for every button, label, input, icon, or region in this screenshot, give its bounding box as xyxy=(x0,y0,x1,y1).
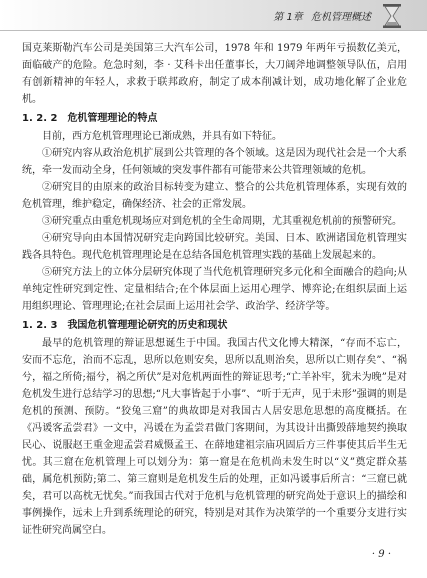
hourglass-icon xyxy=(381,3,403,29)
paragraph: 目前，西方危机管理理论已渐成熟，并具有如下特征。 xyxy=(42,131,282,142)
running-header xyxy=(268,8,371,23)
paragraph: ③研究重点由重危机现场应对到危机的全生命周期，尤其重视危机前的预警研究。 xyxy=(42,216,402,227)
page-header xyxy=(0,0,427,31)
paragraph: 最早的危机管理的辩证思想诞生于中国。我国古代文化博大精深，“存而不忘亡，安而不忘危，治而不忘乱，思所以危则安矣，思所以乱则治矣，思所以亡则存矣”、“祸兮，福之所倚;福兮，祸之所伏”是对危机两面性的辩证思考;“亡羊补牢，犹未为晚”是对危机发生进行总结学习的思想;“凡大事皆起于小事”、“听于无声，见于未形”强调的则是危机的预测、预防。“狡兔三窟”的典故即是对我国古人居安思危思想的高度概括。在《冯谖客孟尝君》一文中，冯谖在为孟尝君做门客期间，为其设计出撕毁薛地契约换取民心、说服赵王重金迎孟尝君威慑孟王、在薛地建祖宗庙巩固后方三件事使其后半生无忧。其三窟在危机管理上可以划分为：第一窟是在危机尚未发生时以“义”奠定群众基础，属危机预防;第二、第三窟则是危机发生后的处理，正如冯谖事后所言：“三窟已就矣，君可以高枕无忧矣。”而我国古代对于危机与危机管理的研究尚处于意识上的描绘和事例操作，远未上升到系统理论的研究，特别是对其作为决策学的一个重要分支进行实证性研究尚属空白。 xyxy=(22,338,407,536)
section-number: 1. 2. 2 xyxy=(22,113,58,124)
chapter-title: 危机管理概述 xyxy=(311,12,371,23)
section-title: 我国危机管理理论研究的历史和现状 xyxy=(67,320,228,331)
page-number: · 9 · xyxy=(371,549,391,560)
section-heading-1-2-2 xyxy=(22,110,407,127)
paragraph: ②研究目的由原来的政治目标转变为建立、整合的公共危机管理体系，实现有效的危机管理，维护稳定，确保经济、社会的正常发展。 xyxy=(22,182,407,210)
paragraph: ④研究导向由本国情况研究走向跨国比较研究。美国、日本、欧洲诸国危机管理实践各具特色。现代危机管理理论是在总结各国危机管理实践的基础上发展起来的。 xyxy=(22,233,407,261)
section-heading-1-2-3 xyxy=(22,317,407,334)
chapter-number: 第 1章 xyxy=(273,12,303,23)
section-title: 危机管理理论的特点 xyxy=(67,113,158,124)
paragraph: ①研究内容从政治危机扩展到公共管理的各个领域。这是因为现代社会是一个大系统，牵一发而动全身，任何领域的突发事件都有可能带来公共管理领域的危机。 xyxy=(22,148,407,176)
paragraph: ⑤研究方法上的立体分层研究体现了当代危机管理研究多元化和全面融合的趋向;从单纯定性研究到定性、定量相结合;在个体层面上运用心理学、博弈论;在组织层面上运用组织理论、管理理论;在社会层面上运用社会学、政治学、经济学等。 xyxy=(22,267,407,312)
page-body xyxy=(22,40,407,539)
section-number: 1. 2. 3 xyxy=(22,320,58,331)
intro-paragraph: 国克莱斯勒汽车公司是美国第三大汽车公司，1978 年和 1979 年两年亏损数亿美元，面临破产的危险。危急时刻，李 · 艾科卡出任董事长，大刀阔斧地调整领导队伍，启用有创新精神的年轻人，求救于联邦政府，制定了成本削减计划，成功地化解了企业危机。 xyxy=(22,43,407,105)
